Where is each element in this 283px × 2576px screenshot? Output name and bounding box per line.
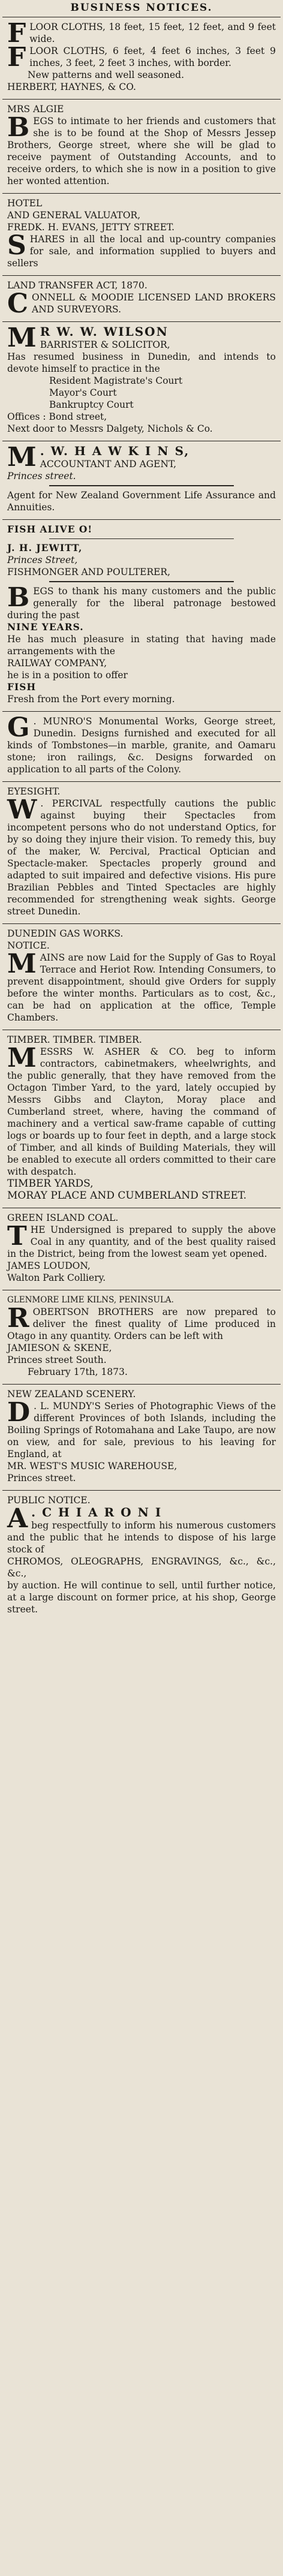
ad-hawkins-accountant [2,441,281,520]
ad-subtitle: ACCOUNTANT AND AGENT, [40,459,177,470]
ad-text: . L. MUNDY'S Series of Photographic Views of the different Provinces of both Islands, including the Boiling Springs of Rotomahana and Lake Taupo, are now on view, and for sale, previous to his leaving for England, at [7,1400,276,1459]
ad-title-line [7,1503,276,1534]
newspaper-column [2,0,281,2576]
ad-text: Fresh from the Port every morning. [7,693,175,705]
ad-paragraph [7,18,276,49]
ad-text: . PERCIVAL respectfully cautions the public against buying their Spectacles from incompetent persons who do not understand Optics, for by so doing they injure their vision. To remedy this, buy of the maker, W. Percival, Practical Optician and Spectacle-maker. Spectacles properly ground and adapted to suit impaired and defective visions. His pure Brazilian Pebbles and Tinted Spectacles are highly recommended for strengthening weak sights. George street Dunedin. [7,798,276,917]
ad-eyesight [2,782,281,924]
ad-nz-scenery [2,1385,281,1491]
ad-text: AINS are now Laid for the Supply of Gas to Royal Terrace and Heriot Row. Intending Consumers, to prevent disappointment, should give Orders for supply before the winter months. Particulars as to cost, &c., can be had on application at the office, Temple Chambers. [7,952,276,1023]
ad-signature: HERBERT, HAYNES, & CO. [7,82,136,92]
ad-paragraph [7,230,276,269]
ad-paragraph [7,1042,276,1178]
drop-cap: M [7,948,37,979]
ad-name: JAMES LOUDON, [7,1260,91,1271]
ad-paragraph [7,794,276,917]
ad-title: DUNEDIN GAS WORKS. [7,928,124,939]
ad-text: LOOR CLOTHS, 18 feet, 15 feet, 12 feet, and 9 feet wide. [29,22,276,44]
ad-address: Next door to Messrs Dalgety, Nichols & Co. [7,423,213,434]
drop-cap: M [7,323,37,353]
ad-text: ESSRS W. ASHER & CO. beg to inform contractors, cabinetmakers, wheelwrights, and the public generally, that they have removed from the Octagon Timber Yard, to the yard, lately occupied by Messrs Gibbs and Clayton, Moray place and Cumberland street, where, having the command of machinery and a vertical saw-frame capable of cutting logs or boards up to four feet in depth, and a large stock of Timber, and all kinds of Building Materials, they will be enabled to execute all orders committed to their care with despatch. [7,1046,276,1177]
ad-text: Agent for New Zealand Government Life Assurance and Annuities. [7,489,276,513]
ad-text: New patterns and well seasoned. [28,70,185,80]
court-item: Resident Magistrate's Court [49,375,183,386]
ad-shop: MR. WEST'S MUSIC WAREHOUSE, [7,1460,177,1471]
ad-mrs-algie [2,100,281,194]
ad-text: beg respectfully to inform his numerous customers and the public that he intends to dispose of his large stock of [7,1519,276,1555]
ad-place: Walton Park Colliery. [7,1272,106,1283]
ad-text: he is in a position to offer [7,669,128,681]
ad-address: Offices : Bond street, [7,411,107,422]
ad-heading: NINE YEARS. [7,621,84,633]
drop-cap: S [7,230,26,261]
ad-chiaroni [2,1491,281,1621]
ad-timber [2,1030,281,1208]
ad-street: Princes Street, [7,555,78,565]
ad-munro-monuments [2,712,281,782]
court-item: Bankruptcy Court [49,399,134,410]
ad-text: Has resumed business in Dunedin, and intends to devote himself to practice in the [7,351,276,374]
ad-goods: CHROMOS, OLEOGRAPHS, ENGRAVINGS, &c., &c., &c., [7,1555,276,1579]
ad-paragraph [7,112,276,187]
ad-title: R W. W. WILSON [40,324,168,339]
ad-paragraph [7,948,276,1024]
ad-title: FISH ALIVE O! [7,523,93,535]
ad-paragraph [7,288,276,319]
divider [49,485,234,486]
ad-text: LOOR CLOTHS, 6 feet, 4 feet 6 inches, 3 feet 9 inches, 3 feet, 2 feet 3 inches, with border. [29,46,276,68]
ad-title: FREDK. H. EVANS, JETTY STREET. [7,222,174,233]
ad-title: TIMBER. TIMBER. TIMBER. [7,1034,142,1045]
ad-name: . C H I A R O N I [31,1504,162,1519]
drop-cap: B [7,582,30,613]
ad-paragraph [7,42,276,73]
ad-agent: JAMIESON & SKENE, [7,1342,112,1353]
ad-title: EYESIGHT. [7,786,61,797]
ad-title: GREEN ISLAND COAL. [7,1212,119,1223]
drop-cap: D [7,1397,31,1428]
ad-text: ONNELL & MOODIE LICENSED LAND BROKERS AND SURVEYORS. [32,292,276,315]
drop-cap: T [7,1220,27,1251]
drop-cap: F [7,18,26,49]
drop-cap: C [7,288,29,319]
ad-floor-cloths [2,17,281,100]
ad-text: by auction. He will continue to sell, until further notice, at a large discount on former price, at his shop, George street. [7,1579,276,1615]
ad-gas-works [2,924,281,1030]
ad-text: EGS to intimate to her friends and customers that she is to be found at the Shop of Messrs Jessep Brothers, George street, where she will be glad to receive payment of Outstanding Accounts, and to receive orders, to which she is now in a position to give her wonted attention. [7,116,276,186]
page-title: BUSINESS NOTICES. [2,0,281,17]
ad-name: J. H. JEWITT, [7,542,83,553]
ad-text: HARES in all the local and up-country companies for sale, and information supplied to buyers and sellers [7,234,276,269]
ad-jewitt-fish [2,520,281,712]
ad-glenmore-lime [2,1290,281,1385]
ad-title: HOTEL [7,198,43,209]
ad-heading: RAILWAY COMPANY, [7,657,107,669]
divider [49,581,234,582]
ad-text: . MUNRO'S Monumental Works, George street, Dunedin. Designs furnished and executed for all kinds of Tombstones—in marble, granite, and Oamaru stone; iron railings, &c. Designs forwarded on application to all parts of the Colony. [7,715,276,775]
ad-heading: FISH [7,681,37,693]
ad-title: NEW ZEALAND SCENERY. [7,1388,136,1400]
ad-text: EGS to thank his many customers and the public generally for the liberal patronage bestowed during the past [7,585,276,621]
ad-subtitle: FISHMONGER AND POULTERER, [7,567,171,577]
ad-subtitle: NOTICE. [7,940,50,951]
ad-title: LAND TRANSFER ACT, 1870. [7,280,147,291]
ad-green-island-coal [2,1208,281,1290]
ad-title: AND GENERAL VALUATOR, [7,210,141,221]
court-item: Mayor's Court [49,387,117,398]
drop-cap: W [7,794,37,825]
ad-text: HE Undersigned is prepared to supply the above Coal in any quantity, and of the best quality raised in the District, being from the lowest seam yet opened. [7,1224,276,1259]
ad-paragraph [7,1397,276,1460]
ad-title: GLENMORE LIME KILNS, PENINSULA. [7,1295,174,1305]
divider [49,538,234,540]
ad-date: February 17th, 1873. [28,1366,128,1377]
ad-paragraph [7,1302,276,1342]
ad-subtitle: BARRISTER & SOLICITOR, [40,339,170,350]
ad-heading: TIMBER YARDS, [7,1177,94,1190]
drop-cap: B [7,112,30,143]
drop-cap: F [7,42,26,73]
ad-evans-valuator [2,194,281,276]
ad-title: MRS ALGIE [7,104,64,115]
drop-cap: G [7,712,30,743]
ad-land-transfer [2,276,281,322]
ad-paragraph [7,1220,276,1260]
ad-wilson-barrister [2,322,281,441]
ad-paragraph [7,712,276,775]
ad-title: . W. H A W K I N S, [40,444,190,458]
ad-street: Princes street South. [7,1354,107,1365]
drop-cap: R [7,1302,29,1334]
drop-cap: A [7,1503,28,1534]
drop-cap: M [7,442,37,473]
ad-text: He has much pleasure in stating that having made arrangements with the [7,633,276,657]
drop-cap: M [7,1042,37,1073]
ad-text: OBERTSON BROTHERS are now prepared to deliver the finest quality of Lime produced in Otago in any quantity. Orders can be left with [7,1306,276,1341]
ad-paragraph [7,582,276,621]
ad-street: Princes street. [7,1472,76,1483]
ad-heading: MORAY PLACE AND CUMBERLAND STREET. [7,1189,247,1202]
ad-title: PUBLIC NOTICE. [7,1494,91,1506]
ad-street: Princes street. [7,471,76,482]
